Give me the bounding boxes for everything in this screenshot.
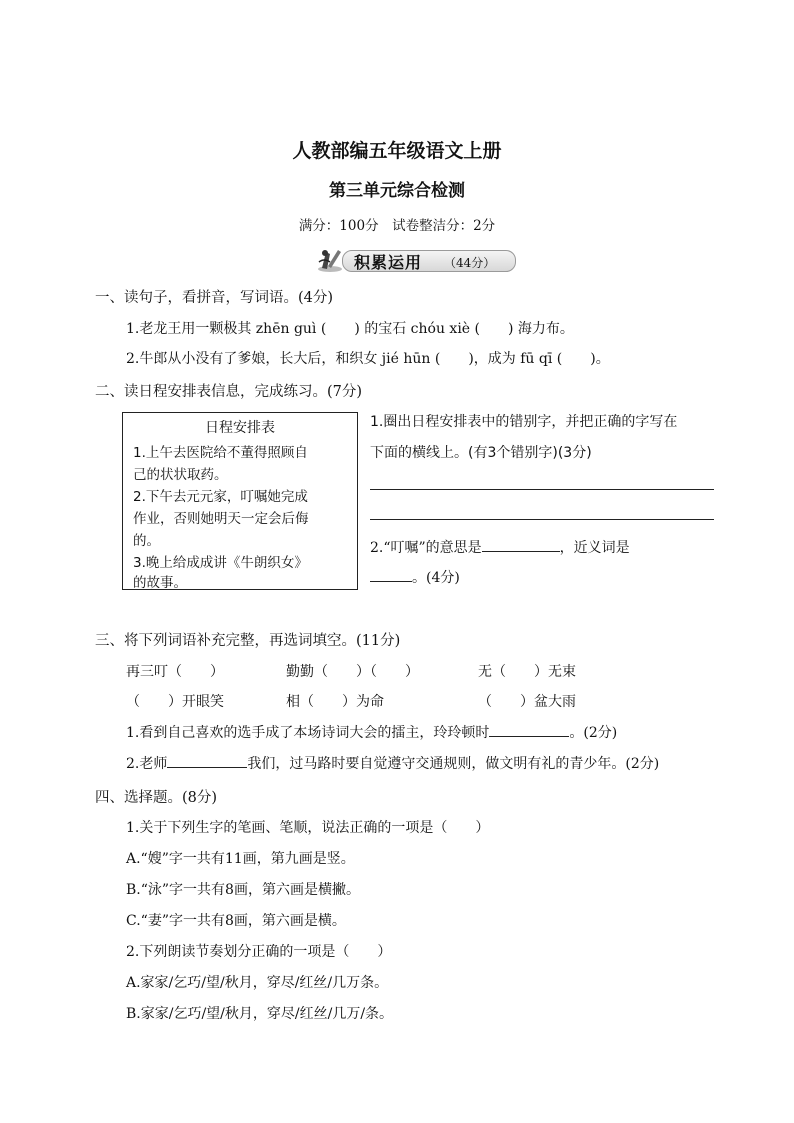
q3-word: 勤勤（ ）（ ） xyxy=(286,664,419,680)
meaning-blank[interactable] xyxy=(482,550,560,552)
q3-s2-rest: 我们，过马路时要自觉遵守交通规则，做文明有礼的青少年。(2分) xyxy=(247,756,660,772)
q4-option-c: C.“妻”字一共有8画，第六画是横。 xyxy=(126,913,346,929)
q3-s1-text: 1.看到自己喜欢的选手成了本场诗词大会的擂主，玲玲顿时 xyxy=(126,725,490,741)
q4-option-b: B.“泳”字一共有8画，第六画是横撇。 xyxy=(126,882,360,898)
q2-sub1-line-a: 1.圈出日程安排表中的错别字，并把正确的字写在 xyxy=(370,414,678,430)
q2-sub2-text: 2.“叮嘱”的意思是 xyxy=(370,540,482,556)
answer-line-2[interactable] xyxy=(370,519,714,520)
q3-s2-blank[interactable] xyxy=(167,766,247,768)
q3-word: （ ）盆大雨 xyxy=(478,694,576,710)
q2-sub2-points: 。(4分) xyxy=(412,570,460,586)
q3-s2-text: 2.老师 xyxy=(126,756,168,772)
schedule-line: 作业，否则她明天一定会后侮 xyxy=(133,511,309,527)
q3-heading: 三、将下列词语补充完整，再选词填空。(11分) xyxy=(95,633,401,649)
schedule-line: 的故事。 xyxy=(133,575,187,591)
q3-s1-blank[interactable] xyxy=(489,735,569,737)
q1-line-1: 1.老龙王用一颗极其 zhēn guì ( ) 的宝石 chóu xiè ( ) 海力布。 xyxy=(126,321,574,337)
q4-option-a: A.“嫂”字一共有11画，第九画是竖。 xyxy=(126,851,355,867)
section-title: 积累运用 xyxy=(354,253,423,272)
schedule-line: 己的状状取药。 xyxy=(133,467,228,483)
q3-word: 再三叮（ ） xyxy=(126,664,224,680)
answer-line-1[interactable] xyxy=(370,489,714,490)
q4-heading: 四、选择题。(8分) xyxy=(95,790,218,806)
q2-sub2-synonym-label: ，近义词是 xyxy=(559,540,630,556)
q4-q2-option-a: A.家家/乞巧/望/秋月，穿尽/红丝/几万条。 xyxy=(126,975,389,991)
q3-s1-points: 。(2分) xyxy=(569,725,618,741)
q4-question-1: 1.关于下列生字的笔画、笔顺，说法正确的一项是（ ） xyxy=(126,820,490,836)
q4-q2-option-b: B.家家/乞巧/望/秋月，穿尽/红丝/几万/条。 xyxy=(126,1006,394,1022)
q1-heading: 一、读句子，看拼音，写词语。(4分) xyxy=(95,290,334,306)
section-points: （44分） xyxy=(444,256,496,270)
schedule-table xyxy=(122,412,358,590)
page-title: 人教部编五年级语文上册 xyxy=(292,140,502,162)
score-line: 满分：100分 试卷整洁分：2分 xyxy=(298,218,496,234)
q1-line-2: 2.牛郎从小没有了爹娘，长大后，和织女 jié hūn ( )，成为 fū qī ( )。 xyxy=(126,351,610,367)
q2-sub1-line-b: 下面的横线上。(有3个错别字)(3分) xyxy=(370,445,592,461)
q4-question-2: 2.下列朗读节奏划分正确的一项是（ ） xyxy=(126,944,392,960)
schedule-line: 1.上午去医院给不董得照顾自 xyxy=(133,445,308,461)
page-subtitle: 第三单元综合检测 xyxy=(329,181,465,201)
schedule-line: 2.下午去元元家，叮嘱她完成 xyxy=(133,489,308,505)
schedule-title: 日程安排表 xyxy=(205,420,275,436)
synonym-blank[interactable] xyxy=(370,580,412,582)
schedule-line: 3.晚上给成成讲《牛朗织女》 xyxy=(133,555,308,571)
q3-word: 无（ ）无束 xyxy=(478,664,576,680)
schedule-line: 的。 xyxy=(133,533,160,549)
q3-word: 相（ ）为命 xyxy=(286,694,384,710)
q2-heading: 二、读日程安排表信息，完成练习。(7分) xyxy=(95,384,363,400)
q3-word: （ ）开眼笑 xyxy=(126,694,224,710)
